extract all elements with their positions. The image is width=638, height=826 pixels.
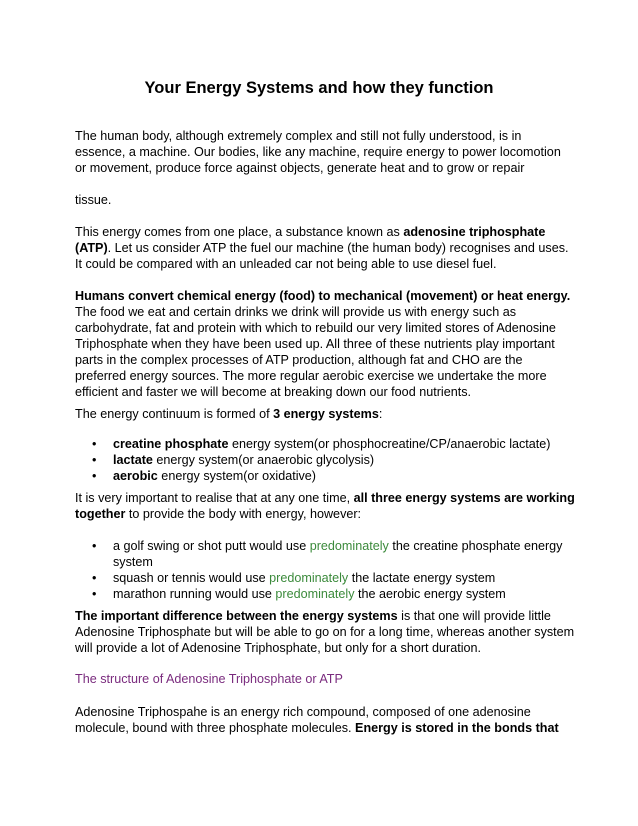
- emphasis-word: predominately: [269, 571, 349, 585]
- difference-text: is that one will provide little Adenosine Triphosphate but will be able to go on for a long time, whereas another system will provide a lot of Adenosine Triphosphate, but only for a short duration.: [75, 609, 575, 655]
- list-item-text: energy system(or anaerobic glycolysis): [152, 453, 375, 467]
- list-item-text: the aerobic energy system: [354, 587, 506, 601]
- emphasis-word: predominately: [309, 539, 389, 553]
- examples-list: [75, 538, 575, 602]
- continuum-term: 3 energy systems: [273, 407, 379, 421]
- list-item-text: the lactate energy system: [348, 571, 496, 585]
- emphasis-word: predominately: [275, 587, 355, 601]
- continuum-paragraph: [75, 406, 575, 422]
- bullet-icon: •: [92, 539, 97, 553]
- list-item-text: energy system(or phosphocreatine/CP/anaerobic lactate): [228, 437, 551, 451]
- bullet-icon: •: [92, 587, 97, 601]
- list-item-text: a golf swing or shot putt would use: [113, 539, 310, 553]
- list-item: [75, 570, 575, 586]
- list-item-text: marathon running would use: [113, 587, 276, 601]
- bullet-icon: •: [92, 469, 97, 483]
- together-term: all three energy systems are working together: [75, 491, 575, 521]
- difference-lead: The important difference between the energy systems: [75, 609, 398, 623]
- intro-paragraph-tail: [75, 192, 575, 208]
- bullet-icon: •: [92, 571, 97, 585]
- intro-paragraph: [75, 128, 575, 176]
- list-item-text: squash or tennis would use: [113, 571, 270, 585]
- bullet-icon: •: [92, 453, 97, 467]
- structure-text: Adenosine Triphospahe is an energy rich compound, composed of one adenosine molecule, bound with three phosphate molecules.: [75, 705, 531, 735]
- list-item-term: aerobic: [113, 469, 158, 483]
- together-text-c: to provide the body with energy, however:: [125, 507, 362, 521]
- structure-paragraph: [75, 704, 575, 736]
- continuum-text-c: :: [378, 407, 383, 421]
- list-item-term: lactate: [113, 453, 153, 467]
- list-item: [75, 586, 575, 602]
- atp-text-a: This energy comes from one place, a substance known as: [75, 225, 404, 239]
- list-item: [75, 538, 575, 570]
- continuum-text-a: The energy continuum is formed of: [75, 407, 274, 421]
- section-heading: The structure of Adenosine Triphosphate or ATP: [75, 672, 343, 686]
- conversion-paragraph: [75, 288, 575, 400]
- energy-systems-list: [75, 436, 575, 484]
- atp-term: adenosine triphosphate (ATP): [75, 225, 546, 255]
- difference-paragraph: [75, 608, 575, 656]
- atp-paragraph: [75, 224, 575, 272]
- list-item-text: the creatine phosphate energy system: [113, 539, 563, 569]
- together-paragraph: [75, 490, 575, 522]
- bullet-icon: •: [92, 437, 97, 451]
- list-item-term: creatine phosphate: [113, 437, 229, 451]
- intro-tail-text: tissue.: [75, 193, 112, 207]
- list-item: [75, 452, 575, 468]
- list-item: [75, 468, 575, 484]
- conversion-text: The food we eat and certain drinks we drink will provide us with energy such as carbohydrate, fat and protein with which to rebuild our very limited stores of Adenosine Triphosphate when they have been used up. All three of these nutrients play important parts in the complex processes of ATP production, although fat and CHO are the preferred energy sources. The more regular aerobic exercise we undertake the more efficient and faster we will become at breaking down our food nutrients.: [75, 305, 556, 399]
- together-text-a: It is very important to realise that at any one time,: [75, 491, 354, 505]
- list-item: [75, 436, 575, 452]
- intro-text: The human body, although extremely complex and still not fully understood, is in essence, a machine. Our bodies, like any machine, require energy to power locomotion or movement, produce force against objects, generate heat and to grow or repair: [75, 129, 561, 175]
- atp-text-c: . Let us consider ATP the fuel our machine (the human body) recognises and uses. It could be compared with an unleaded car not being able to use diesel fuel.: [75, 241, 569, 271]
- structure-bold: Energy is stored in the bonds that: [355, 721, 559, 735]
- list-item-text: energy system(or oxidative): [157, 469, 316, 483]
- conversion-lead: Humans convert chemical energy (food) to mechanical (movement) or heat energy.: [75, 289, 571, 303]
- page-title: Your Energy Systems and how they function: [144, 79, 494, 97]
